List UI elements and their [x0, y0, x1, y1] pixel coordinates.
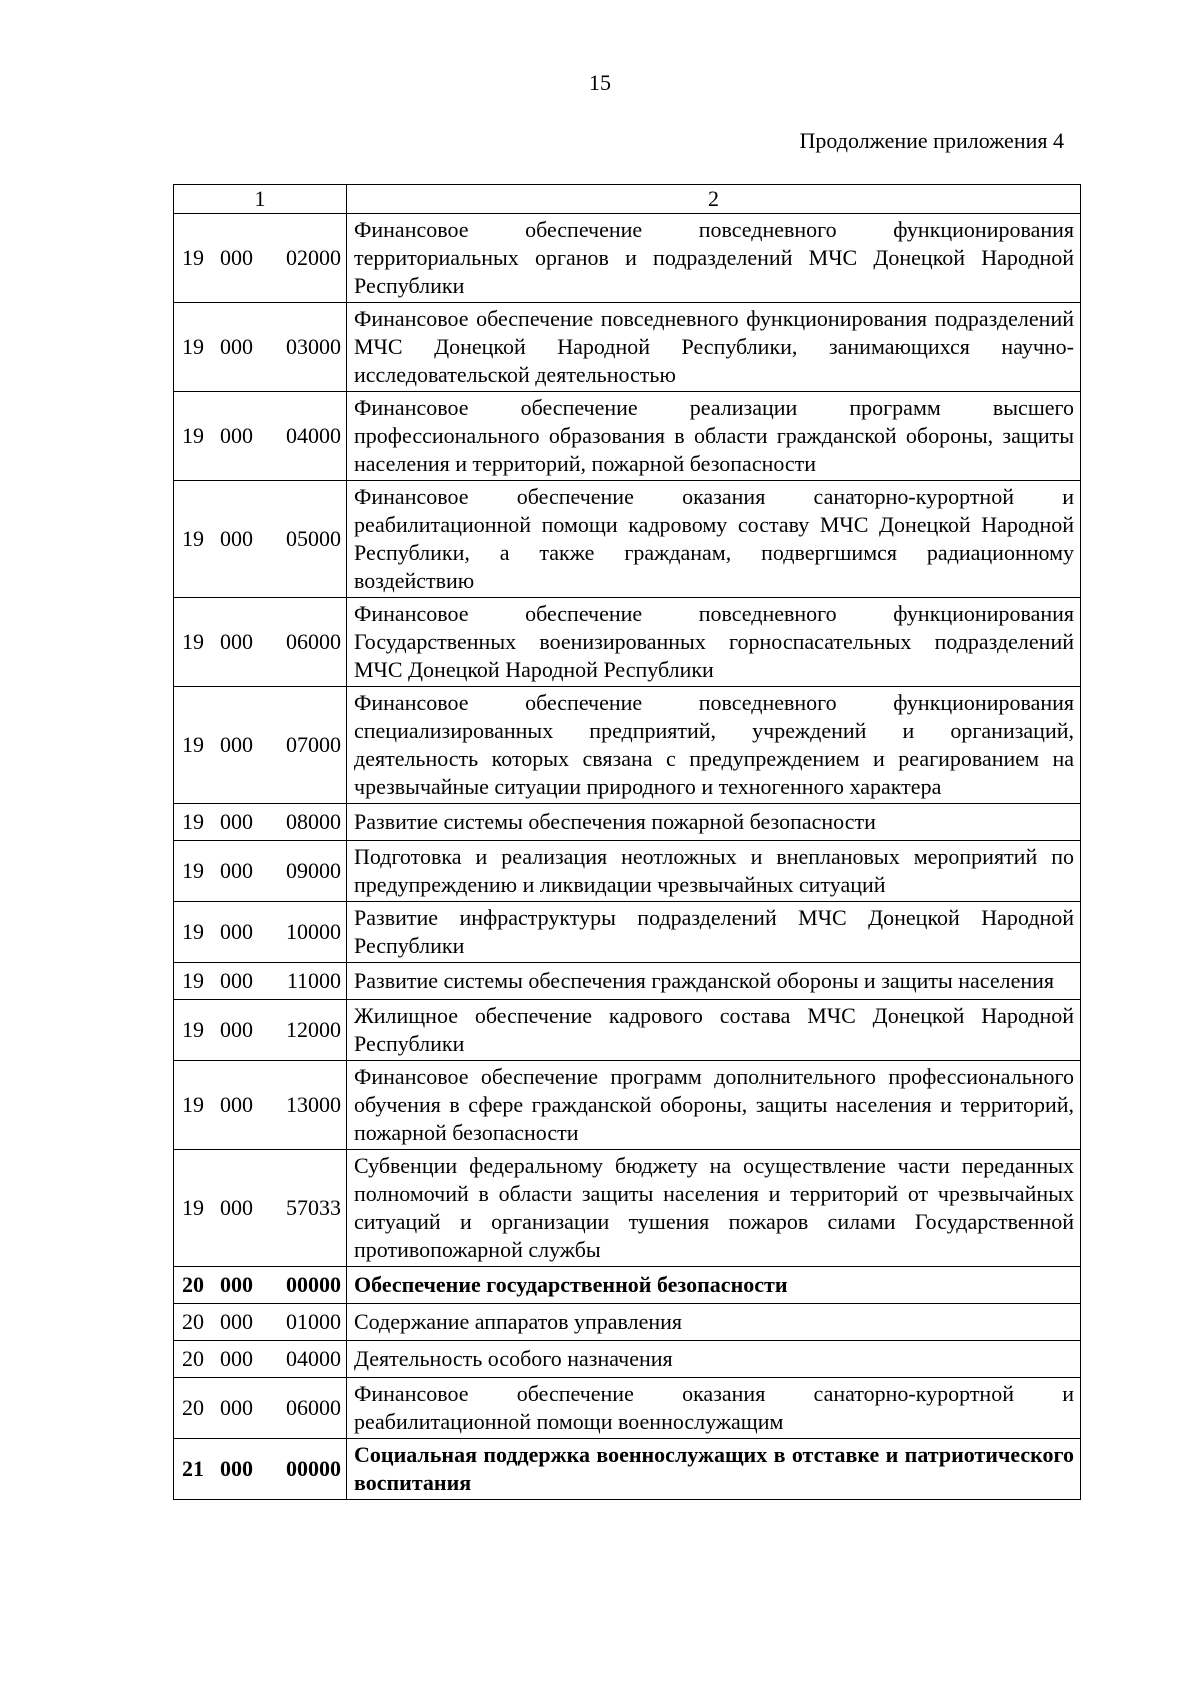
- description-cell: Развитие инфраструктуры подразделений МЧС Донецкой Народной Республики: [347, 902, 1081, 963]
- code-part-2: 000: [220, 1195, 253, 1220]
- code-cell: [174, 1378, 347, 1439]
- code-cell: [174, 841, 347, 902]
- code-part-3: 08000: [286, 809, 341, 834]
- code-part-1: 21: [182, 1456, 204, 1481]
- code-cell: [174, 1061, 347, 1150]
- code-part-2: 000: [220, 919, 253, 944]
- code-part-3: 57033: [286, 1195, 341, 1220]
- table-row: [174, 1341, 1081, 1378]
- code-part-2: 000: [220, 334, 253, 359]
- code-part-2: 000: [220, 1395, 253, 1420]
- description-cell: Развитие системы обеспечения пожарной безопасности: [347, 804, 1081, 841]
- code-part-1: 19: [182, 919, 204, 944]
- code-part-1: 20: [182, 1309, 204, 1334]
- code-part-1: 19: [182, 423, 204, 448]
- code-cell: [174, 687, 347, 804]
- code-part-1: 19: [182, 809, 204, 834]
- header-col-1: 1: [174, 185, 347, 214]
- code-part-3: 02000: [286, 245, 341, 270]
- table-row: [174, 963, 1081, 1000]
- description-cell: Содержание аппаратов управления: [347, 1304, 1081, 1341]
- code-part-3: 06000: [286, 1395, 341, 1420]
- code-part-1: 19: [182, 968, 204, 993]
- code-cell: [174, 1267, 347, 1304]
- table-row: [174, 481, 1081, 598]
- code-cell: [174, 1341, 347, 1378]
- code-cell: [174, 902, 347, 963]
- code-part-1: 19: [182, 1092, 204, 1117]
- code-part-1: 20: [182, 1395, 204, 1420]
- table-row: [174, 1304, 1081, 1341]
- continuation-title: Продолжение приложения 4: [799, 128, 1064, 153]
- code-cell: [174, 1439, 347, 1500]
- code-part-3: 04000: [286, 423, 341, 448]
- code-part-2: 000: [220, 526, 253, 551]
- description-cell: Финансовое обеспечение программ дополнительного профессионального обучения в сфере гражданской обороны, защиты населения и территорий, пожарной безопасности: [347, 1061, 1081, 1150]
- code-part-2: 000: [220, 1017, 253, 1042]
- description-cell: Развитие системы обеспечения гражданской обороны и защиты населения: [347, 963, 1081, 1000]
- code-part-3: 10000: [286, 919, 341, 944]
- code-part-2: 000: [220, 1456, 253, 1481]
- code-cell: [174, 1150, 347, 1267]
- code-cell: [174, 1000, 347, 1061]
- table-row: [174, 687, 1081, 804]
- description-cell: Финансовое обеспечение оказания санаторно-курортной и реабилитационной помощи кадровому составу МЧС Донецкой Народной Республики, а также гражданам, подвергшимся радиационному воздействию: [347, 481, 1081, 598]
- table-row: [174, 804, 1081, 841]
- code-part-1: 19: [182, 732, 204, 757]
- description-cell: Финансовое обеспечение повседневного функционирования подразделений МЧС Донецкой Народной Республики, занимающихся научно-исследовательской деятельностью: [347, 303, 1081, 392]
- table-row: [174, 303, 1081, 392]
- code-part-2: 000: [220, 1309, 253, 1334]
- code-part-3: 04000: [286, 1346, 341, 1371]
- code-part-1: 19: [182, 1017, 204, 1042]
- code-cell: [174, 392, 347, 481]
- code-part-2: 000: [220, 423, 253, 448]
- code-part-3: 09000: [286, 858, 341, 883]
- table-row: [174, 1439, 1081, 1500]
- code-part-2: 000: [220, 858, 253, 883]
- code-cell: [174, 963, 347, 1000]
- code-part-3: 06000: [286, 629, 341, 654]
- code-part-2: 000: [220, 1272, 253, 1297]
- code-cell: [174, 481, 347, 598]
- code-part-3: 07000: [286, 732, 341, 757]
- table-row: [174, 598, 1081, 687]
- code-part-2: 000: [220, 968, 253, 993]
- table-row: [174, 214, 1081, 303]
- description-cell: Жилищное обеспечение кадрового состава МЧС Донецкой Народной Республики: [347, 1000, 1081, 1061]
- code-part-1: 19: [182, 526, 204, 551]
- code-part-2: 000: [220, 809, 253, 834]
- table-row: [174, 1378, 1081, 1439]
- code-cell: [174, 303, 347, 392]
- description-cell: Финансовое обеспечение оказания санаторно-курортной и реабилитационной помощи военнослужащим: [347, 1378, 1081, 1439]
- table-row: [174, 1150, 1081, 1267]
- table-row: [174, 392, 1081, 481]
- code-part-1: 19: [182, 629, 204, 654]
- description-cell: Субвенции федеральному бюджету на осуществление части переданных полномочий в области защиты населения и территорий от чрезвычайных ситуаций и организации тушения пожаров силами Государственной противопожарной службы: [347, 1150, 1081, 1267]
- code-part-2: 000: [220, 245, 253, 270]
- code-part-3: 01000: [286, 1309, 341, 1334]
- header-col-2: 2: [347, 185, 1081, 214]
- code-cell: [174, 804, 347, 841]
- description-cell: Финансовое обеспечение повседневного функционирования территориальных органов и подразделений МЧС Донецкой Народной Республики: [347, 214, 1081, 303]
- code-cell: [174, 1304, 347, 1341]
- code-part-3: 03000: [286, 334, 341, 359]
- description-cell: Финансовое обеспечение повседневного функционирования Государственных военизированных горноспасательных подразделений МЧС Донецкой Народной Республики: [347, 598, 1081, 687]
- table-row: [174, 902, 1081, 963]
- code-part-1: 19: [182, 245, 204, 270]
- code-part-3: 05000: [286, 526, 341, 551]
- code-cell: [174, 214, 347, 303]
- code-part-3: 00000: [286, 1272, 341, 1297]
- code-cell: [174, 598, 347, 687]
- table-row: [174, 1061, 1081, 1150]
- code-part-3: 00000: [286, 1456, 341, 1481]
- description-cell: Финансовое обеспечение реализации программ высшего профессионального образования в области гражданской обороны, защиты населения и территорий, пожарной безопасности: [347, 392, 1081, 481]
- code-part-2: 000: [220, 732, 253, 757]
- table-header-row: [174, 185, 1081, 214]
- code-part-1: 19: [182, 858, 204, 883]
- code-part-3: 11000: [286, 968, 341, 993]
- table-row: [174, 1267, 1081, 1304]
- table-row: [174, 1000, 1081, 1061]
- code-part-1: 19: [182, 1195, 204, 1220]
- description-cell: Подготовка и реализация неотложных и внеплановых мероприятий по предупреждению и ликвидации чрезвычайных ситуаций: [347, 841, 1081, 902]
- code-part-1: 20: [182, 1272, 204, 1297]
- code-part-3: 12000: [286, 1017, 341, 1042]
- code-part-1: 20: [182, 1346, 204, 1371]
- code-part-2: 000: [220, 1346, 253, 1371]
- description-cell: Социальная поддержка военнослужащих в отставке и патриотического воспитания: [347, 1439, 1081, 1500]
- description-cell: Обеспечение государственной безопасности: [347, 1267, 1081, 1304]
- code-part-2: 000: [220, 1092, 253, 1117]
- budget-code-table: [173, 184, 1081, 1500]
- code-part-2: 000: [220, 629, 253, 654]
- code-part-3: 13000: [286, 1092, 341, 1117]
- description-cell: Деятельность особого назначения: [347, 1341, 1081, 1378]
- page-number: 15: [589, 70, 611, 95]
- description-cell: Финансовое обеспечение повседневного функционирования специализированных предприятий, учреждений и организаций, деятельность которых связана с предупреждением и реагированием на чрезвычайные ситуации природного и техногенного характера: [347, 687, 1081, 804]
- code-part-1: 19: [182, 334, 204, 359]
- table-row: [174, 841, 1081, 902]
